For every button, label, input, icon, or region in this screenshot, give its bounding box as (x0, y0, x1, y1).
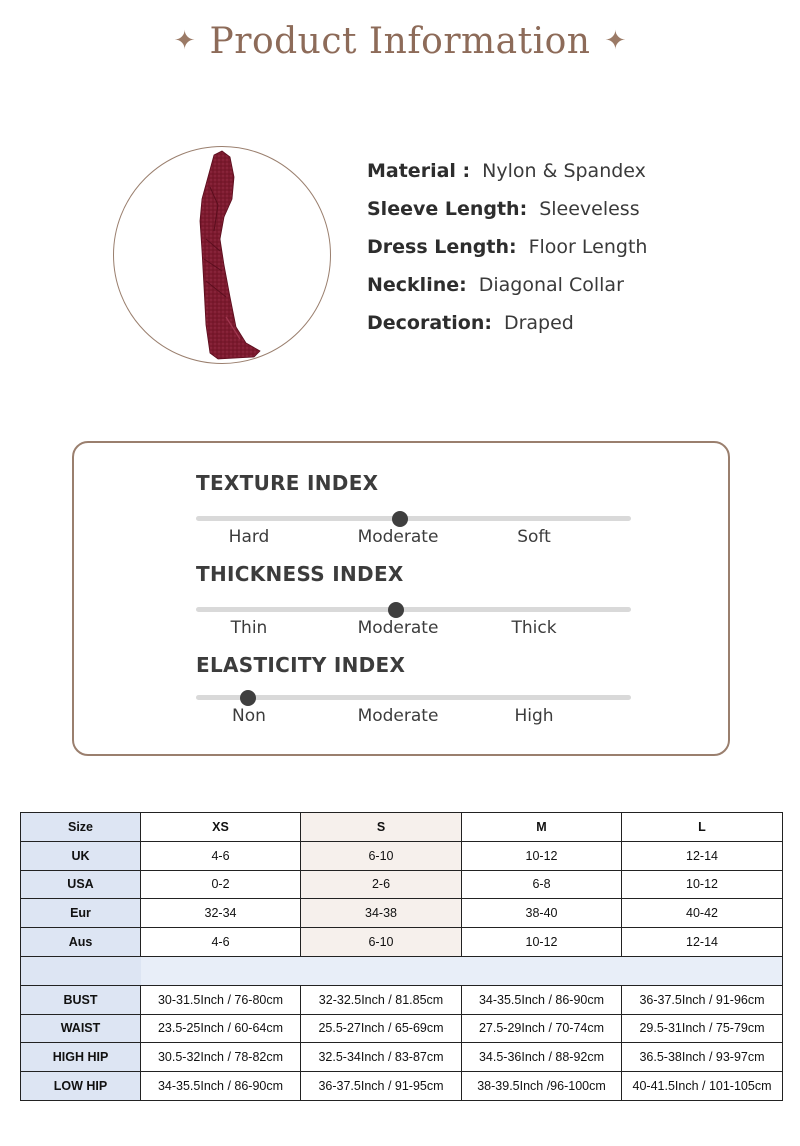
spec-value: Sleeveless (539, 198, 640, 220)
spec-key: Dress Length: (367, 236, 517, 258)
table-cell: 6-10 (301, 841, 462, 870)
table-cell: HIGH HIP (21, 1043, 141, 1072)
table-spacer-row (21, 956, 783, 985)
table-cell: BUST (21, 985, 141, 1014)
table-cell: XS (141, 813, 301, 842)
table-cell: 34.5-36Inch / 88-92cm (462, 1043, 622, 1072)
texture-index (196, 471, 636, 551)
table-cell: 40-41.5Inch / 101-105cm (622, 1072, 783, 1101)
spec-key: Sleeve Length: (367, 198, 528, 220)
table-row (21, 1072, 783, 1101)
index-label-low: Thin (230, 618, 268, 638)
table-cell: UK (21, 841, 141, 870)
elasticity-index (196, 653, 636, 733)
table-cell: 32-34 (141, 899, 301, 928)
table-cell: S (301, 813, 462, 842)
table-row (21, 841, 783, 870)
table-cell: 10-12 (462, 928, 622, 957)
index-track (196, 516, 631, 521)
table-cell (21, 956, 141, 985)
table-cell: 0-2 (141, 870, 301, 899)
table-row (21, 1014, 783, 1043)
table-cell: 25.5-27Inch / 65-69cm (301, 1014, 462, 1043)
dress-photo-icon (114, 147, 331, 364)
spec-sleeve-length (367, 190, 787, 228)
table-cell: 34-38 (301, 899, 462, 928)
sparkle-icon: ✦ (173, 26, 196, 56)
index-title: ELASTICITY INDEX (196, 653, 406, 677)
table-cell: 6-8 (462, 870, 622, 899)
table-cell: LOW HIP (21, 1072, 141, 1101)
index-knob (388, 602, 404, 618)
spec-value: Draped (503, 312, 574, 334)
index-label-high: Thick (511, 618, 557, 638)
table-cell: 40-42 (622, 899, 783, 928)
table-cell: 36-37.5Inch / 91-96cm (622, 985, 783, 1014)
spec-decoration (367, 304, 787, 342)
spec-value: Nylon & Spandex (482, 160, 646, 182)
table-row (21, 899, 783, 928)
index-label-high: High (514, 706, 554, 726)
table-cell: 34-35.5Inch / 86-90cm (462, 985, 622, 1014)
index-label-mid: Moderate (357, 527, 439, 547)
table-cell: 36-37.5Inch / 91-95cm (301, 1072, 462, 1101)
table-cell: 32.5-34Inch / 83-87cm (301, 1043, 462, 1072)
sparkle-icon: ✦ (604, 26, 627, 56)
index-title: THICKNESS INDEX (196, 562, 404, 586)
table-row (21, 928, 783, 957)
table-cell: 23.5-25Inch / 60-64cm (141, 1014, 301, 1043)
spec-key: Decoration: (367, 312, 492, 334)
index-label-mid: Moderate (357, 618, 439, 638)
table-cell: 12-14 (622, 841, 783, 870)
table-cell: 38-40 (462, 899, 622, 928)
product-image (113, 146, 331, 364)
table-cell: 29.5-31Inch / 75-79cm (622, 1014, 783, 1043)
index-knob (240, 690, 256, 706)
table-cell: 10-12 (622, 870, 783, 899)
spec-dress-length (367, 228, 787, 266)
spec-key: Neckline: (367, 274, 467, 296)
index-track (196, 695, 631, 700)
section-header (0, 16, 800, 66)
index-label-low: Non (232, 706, 266, 726)
table-row (21, 1043, 783, 1072)
index-label-low: Hard (228, 527, 270, 547)
index-label-high: Soft (517, 527, 551, 547)
spec-list (367, 152, 787, 342)
size-chart-table (20, 812, 783, 1101)
index-title: TEXTURE INDEX (196, 471, 379, 495)
table-cell (141, 956, 301, 985)
table-cell: 36.5-38Inch / 93-97cm (622, 1043, 783, 1072)
page-title: Product Information (209, 20, 591, 62)
spec-value: Diagonal Collar (478, 274, 624, 296)
table-cell: 4-6 (141, 928, 301, 957)
table-cell: 12-14 (622, 928, 783, 957)
table-cell: 34-35.5Inch / 86-90cm (141, 1072, 301, 1101)
table-cell: 4-6 (141, 841, 301, 870)
table-cell: 30-31.5Inch / 76-80cm (141, 985, 301, 1014)
table-cell: M (462, 813, 622, 842)
spec-key: Material : (367, 160, 471, 182)
table-cell: 27.5-29Inch / 70-74cm (462, 1014, 622, 1043)
table-header-row (21, 813, 783, 842)
table-cell: USA (21, 870, 141, 899)
index-track (196, 607, 631, 612)
spec-neckline (367, 266, 787, 304)
fabric-index-panel (72, 441, 730, 756)
table-cell (622, 956, 783, 985)
table-cell: Size (21, 813, 141, 842)
table-cell: 30.5-32Inch / 78-82cm (141, 1043, 301, 1072)
spec-material (367, 152, 787, 190)
table-cell: 2-6 (301, 870, 462, 899)
table-cell: L (622, 813, 783, 842)
table-cell: 10-12 (462, 841, 622, 870)
index-label-mid: Moderate (357, 706, 439, 726)
table-cell: 32-32.5Inch / 81.85cm (301, 985, 462, 1014)
table-cell: 6-10 (301, 928, 462, 957)
index-knob (392, 511, 408, 527)
table-cell: Aus (21, 928, 141, 957)
table-cell (301, 956, 462, 985)
table-cell: WAIST (21, 1014, 141, 1043)
table-row (21, 870, 783, 899)
table-row (21, 985, 783, 1014)
table-cell (462, 956, 622, 985)
table-cell: 38-39.5Inch /96-100cm (462, 1072, 622, 1101)
table-cell: Eur (21, 899, 141, 928)
spec-value: Floor Length (528, 236, 648, 258)
thickness-index (196, 562, 636, 642)
